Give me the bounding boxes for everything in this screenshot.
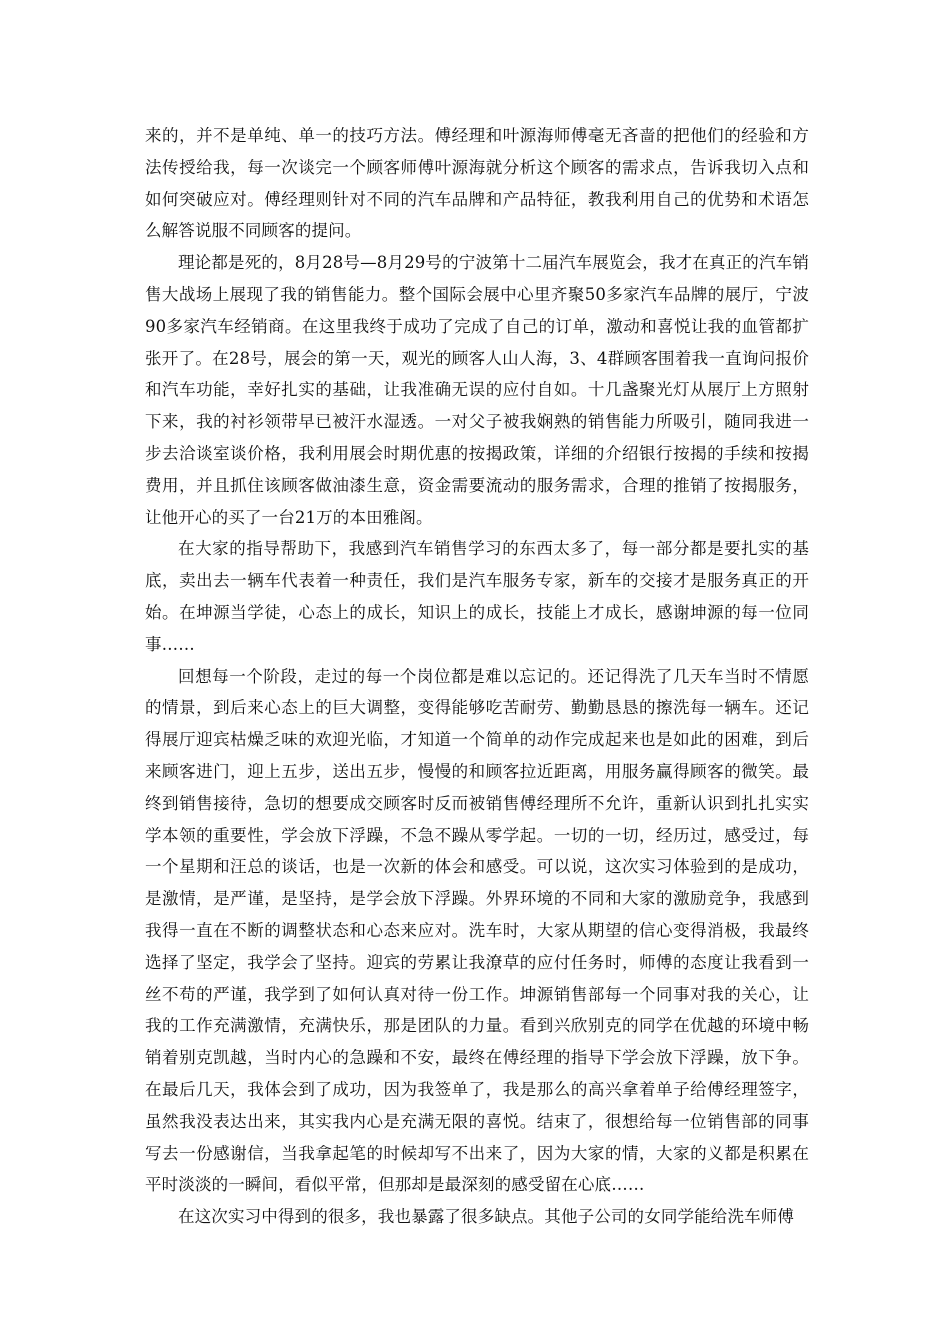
- paragraph-3: 在大家的指导帮助下，我感到汽车销售学习的东西太多了，每一部分都是要扎实的基底，卖出去一辆车代表着一种责任，我们是汽车服务专家，新车的交接才是服务真正的开始。在坤源当学徒，心态上的成长，知识上的成长，技能上才成长，感谢坤源的每一位同事……: [145, 539, 809, 654]
- paragraph-2: 理论都是死的，8月28号—8月29号的宁波第十二届汽车展览会，我才在真正的汽车销售大战场上展现了我的销售能力。整个国际会展中心里齐聚50多家汽车品牌的展厅，宁波90多家汽车经销商。在这里我终于成功了完成了自己的订单，激动和喜悦让我的血管都扩张开了。在28号，展会的第一天，观光的顾客人山人海，3、4群顾客围着我一直询问报价和汽车功能，幸好扎实的基础，让我准确无误的应付自如。十几盏聚光灯从展厅上方照射下来，我的衬衫领带早已被汗水湿透。一对父子被我娴熟的销售能力所吸引，随同我进一步去洽谈室谈价格，我利用展会时期优惠的按揭政策，详细的介绍银行按揭的手续和按揭费用，并且抓住该顾客做油漆生意，资金需要流动的服务需求，合理的推销了按揭服务，让他开心的买了一台21万的本田雅阁。: [145, 253, 809, 527]
- paragraph-4: 回想每一个阶段，走过的每一个岗位都是难以忘记的。还记得洗了几天车当时不情愿的情景，到后来心态上的巨大调整，变得能够吃苦耐劳、勤勤恳恳的擦洗每一辆车。还记得展厅迎宾枯燥乏味的欢迎光临，才知道一个简单的动作完成起来也是如此的困难，到后来顾客进门，迎上五步，送出五步，慢慢的和顾客拉近距离，用服务赢得顾客的微笑。最终到销售接待，急切的想要成交顾客时反而被销售傅经理所不允许，重新认识到扎扎实实学本领的重要性，学会放下浮躁，不急不躁从零学起。一切的一切，经历过，感受过，每一个星期和汪总的谈话，也是一次新的体会和感受。可以说，这次实习体验到的是成功，是激情，是严谨，是坚持，是学会放下浮躁。外界环境的不同和大家的激励竞争，我感到我得一直在不断的调整状态和心态来应对。洗车时，大家从期望的信心变得消极，我最终选择了坚定，我学会了坚持。迎宾的劳累让我潦草的应付任务时，师傅的态度让我看到一丝不苟的严谨，我学到了如何认真对待一份工作。坤源销售部每一个同事对我的关心，让我的工作充满激情，充满快乐，那是团队的力量。看到兴欣别克的同学在优越的环境中畅销着别克凯越，当时内心的急躁和不安，最终在傅经理的指导下学会放下浮躁，放下争。在最后几天，我体会到了成功，因为我签单了，我是那么的高兴拿着单子给傅经理签字，虽然我没表达出来，其实我内心是充满无限的喜悦。结束了，很想给每一位销售部的同事写去一份感谢信，当我拿起笔的时候却写不出来了，因为大家的情，大家的义都是积累在平时淡淡的一瞬间，看似平常，但那却是最深刻的感受留在心底……: [145, 666, 809, 1195]
- paragraph-1: 来的，并不是单纯、单一的技巧方法。傅经理和叶源海师傅毫无吝啬的把他们的经验和方法传授给我，每一次谈完一个顾客师傅叶源海就分析这个顾客的需求点，告诉我切入点和如何突破应对。傅经理则针对不同的汽车品牌和产品特征，教我利用自己的优势和术语怎么解答说服不同顾客的提问。: [145, 126, 809, 241]
- document-body: [145, 120, 809, 1233]
- paragraph-5: 在这次实习中得到的很多，我也暴露了很多缺点。其他子公司的女同学能给洗车师傅: [178, 1207, 795, 1227]
